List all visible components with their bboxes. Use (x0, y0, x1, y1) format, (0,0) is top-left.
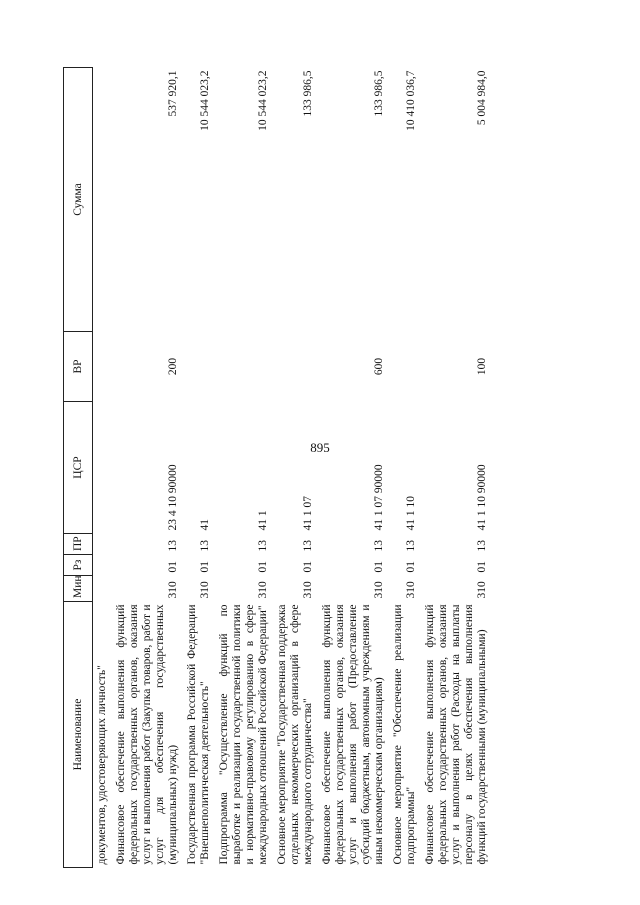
row-vr: 600 (373, 357, 385, 376)
row-name: Финансовое обеспечение выполнения функций федеральных государственных органов, оказания услуг и выполнения работ (Закупка товаров, работ и услуг для обеспечения государственных (муниципальных) нужд) (115, 604, 179, 865)
row-rz: 01 (405, 561, 417, 573)
row-csr (93, 402, 113, 534)
row-pr: 13 (302, 540, 314, 552)
row-rz: 01 (302, 561, 314, 573)
row-name: Финансовое обеспечение выполнения функций федеральных государственных органов, оказания услуг и выполнения работ (Предоставление субсидий бюджетным, автономным учреждениям и иным некоммерческим организациям) (321, 604, 385, 865)
row-rz: 01 (373, 561, 385, 573)
row-sum: 537 920,1 (167, 70, 179, 117)
table-row (215, 68, 273, 868)
header-sum: Сумма (64, 68, 93, 332)
row-vr (273, 332, 318, 402)
table-row (112, 68, 183, 868)
row-csr: 41 1 07 90000 (373, 464, 385, 531)
row-pr: 13 (476, 540, 488, 552)
row-min: 310 (167, 581, 179, 599)
header-vr: ВР (64, 332, 93, 402)
row-sum: 10 544 023,2 (199, 70, 211, 131)
row-name: Подпрограмма "Осуществление функций по выработке и реализации государственной политики и нормативно-правовому регулированию в сфере международных отношений Российской Федерации" (218, 604, 269, 865)
row-name: документов, удостоверяющих личность" (96, 665, 108, 865)
row-pr: 13 (199, 540, 211, 552)
row-name: Основное мероприятие "Государственная поддержка отдельных некоммерческих организаций в сфере международного сотрудничества" (276, 604, 314, 865)
table-row (421, 68, 492, 868)
table-row (93, 68, 113, 868)
row-rz: 01 (199, 561, 211, 573)
row-name: Финансовое обеспечение выполнения функций федеральных государственных органов, оказания услуг и выполнения работ (Расходы на выплаты персоналу в целях обеспечения выполнения функций государственными (муниципальными) (424, 604, 488, 865)
row-min (93, 576, 113, 602)
header-name: Наименование (64, 602, 93, 868)
row-name: Государственная программа Российской Федерации "Внешнеполитическая деятельность" (186, 604, 211, 865)
row-sum: 5 004 984,0 (476, 70, 488, 126)
row-rz: 01 (476, 561, 488, 573)
table-header-row (64, 68, 93, 868)
header-csr: ЦСР (64, 402, 93, 534)
page-number: 895 (310, 440, 330, 455)
row-pr: 13 (405, 540, 417, 552)
row-min: 310 (405, 581, 417, 599)
row-vr (183, 332, 215, 402)
row-pr (93, 534, 113, 555)
row-csr: 41 1 10 (405, 496, 417, 531)
row-min: 310 (199, 581, 211, 599)
row-sum (93, 68, 113, 332)
row-vr: 100 (476, 357, 488, 376)
row-min: 310 (476, 581, 488, 599)
row-pr: 13 (373, 540, 385, 552)
row-vr (93, 332, 113, 402)
row-pr: 13 (167, 540, 179, 552)
row-sum: 10 410 036,7 (405, 70, 417, 131)
row-sum: 133 986,5 (302, 70, 314, 117)
row-vr (215, 332, 273, 402)
row-sum: 10 544 023,2 (257, 70, 269, 131)
table-row (318, 68, 389, 868)
row-csr: 41 (199, 519, 211, 531)
row-min: 310 (373, 581, 385, 599)
row-min: 310 (302, 581, 314, 599)
row-rz: 01 (257, 561, 269, 573)
row-csr: 41 1 (257, 510, 269, 531)
row-csr: 41 1 10 90000 (476, 464, 488, 531)
header-rz: Рз (64, 555, 93, 576)
table-row (389, 68, 421, 868)
table-row (183, 68, 215, 868)
row-csr: 41 1 07 (302, 496, 314, 531)
header-min: Мин (64, 576, 93, 602)
row-min: 310 (257, 581, 269, 599)
table-row (273, 68, 318, 868)
row-sum: 133 986,5 (373, 70, 385, 117)
budget-table (63, 67, 492, 868)
row-rz: 01 (167, 561, 179, 573)
row-csr: 23 4 10 90000 (167, 464, 179, 531)
row-rz (93, 555, 113, 576)
row-pr: 13 (257, 540, 269, 552)
row-name: Основное мероприятие "Обеспечение реализации подпрограммы" (392, 604, 417, 865)
header-pr: ПР (64, 534, 93, 555)
row-vr (389, 332, 421, 402)
rotated-sheet (63, 68, 603, 868)
row-vr: 200 (167, 357, 179, 376)
